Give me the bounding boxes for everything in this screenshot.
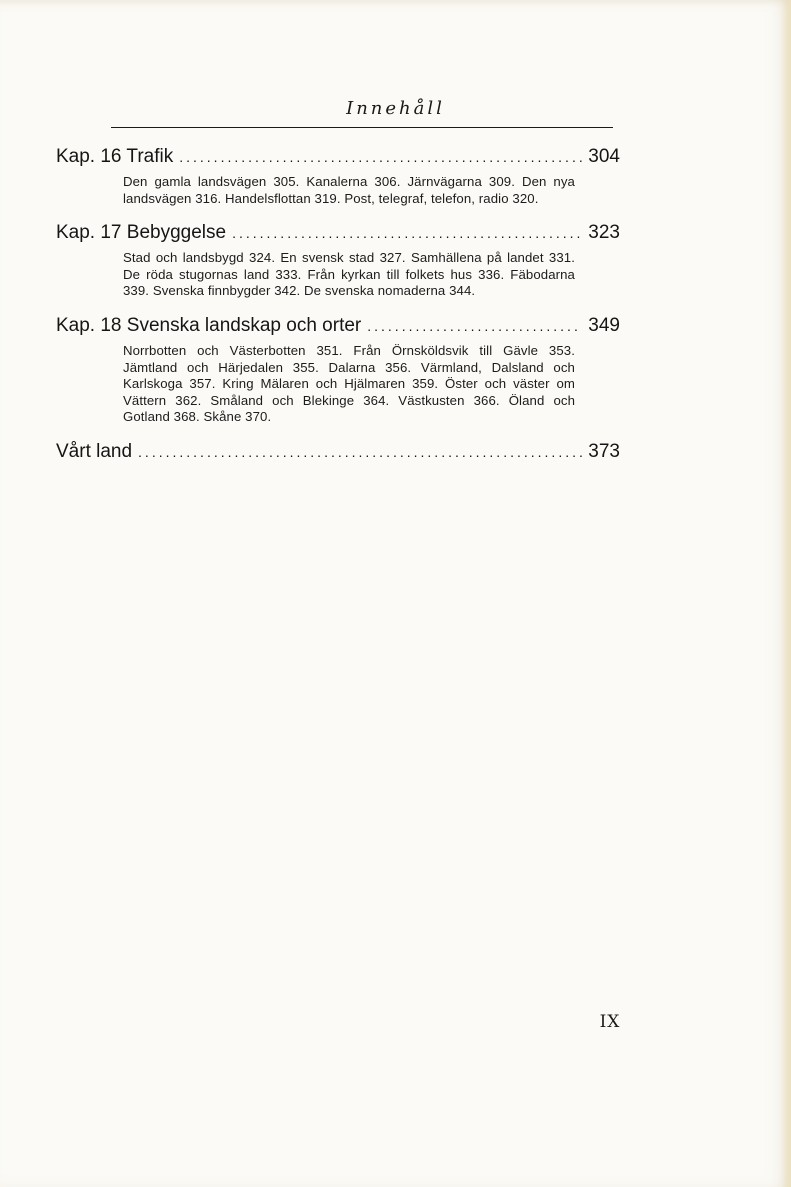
toc-entry-line (56, 440, 620, 464)
toc-entry-kap-17 (56, 221, 620, 300)
dot-leader (232, 221, 582, 245)
section-list: Norrbotten och Västerbotten 351. Från Örnsköldsvik till Gävle 353. Jämtland och Härjedalen 355. Dalarna 356. Värmland, Dalsland och Karlskoga 357. Kring Mälaren och Hjälmaren 359. Öster och väster om Vättern 362. Småland och Blekinge 364. Västkusten 366. Öland och Gotland 368. Skåne 370. (123, 342, 575, 425)
page-number: 304 (588, 146, 620, 167)
page-number: 373 (588, 440, 620, 462)
toc-entry-line (56, 221, 620, 245)
page-edge-shadow (781, 0, 791, 1187)
page-folio: IX (599, 1012, 621, 1032)
chapter-title: Kap. 18 Svenska landskap och orter (56, 314, 362, 336)
toc-entry-line (56, 314, 620, 338)
chapter-title: Kap. 17 Bebyggelse (56, 222, 227, 244)
table-of-contents (56, 145, 620, 478)
toc-entry-line (56, 145, 620, 169)
section-list: Stad och landsbygd 324. En svensk stad 327. Samhällena på landet 331. De röda stugornas land 333. Från kyrkan till folkets hus 336. Fäbodarna 339. Svenska finnbygder 342. De svenska nomaderna 344. (123, 250, 575, 299)
chapter-title: Vårt land (56, 440, 133, 462)
header-rule (111, 127, 613, 128)
running-head: Innehåll (346, 98, 445, 119)
dot-leader (138, 440, 582, 464)
dot-leader (367, 314, 582, 338)
section-list: Den gamla landsvägen 305. Kanalerna 306. Järnvägarna 309. Den nya landsvägen 316. Handelsflottan 319. Post, telegraf, telefon, radio 320. (123, 174, 575, 206)
chapter-title: Kap. 16 Trafik (56, 146, 174, 167)
toc-entry-vart-land (56, 440, 620, 464)
toc-entry-kap-16 (56, 145, 620, 207)
page-number: 349 (588, 314, 620, 336)
toc-entry-kap-18 (56, 314, 620, 426)
dot-leader (179, 145, 582, 169)
page-number: 323 (588, 222, 620, 244)
